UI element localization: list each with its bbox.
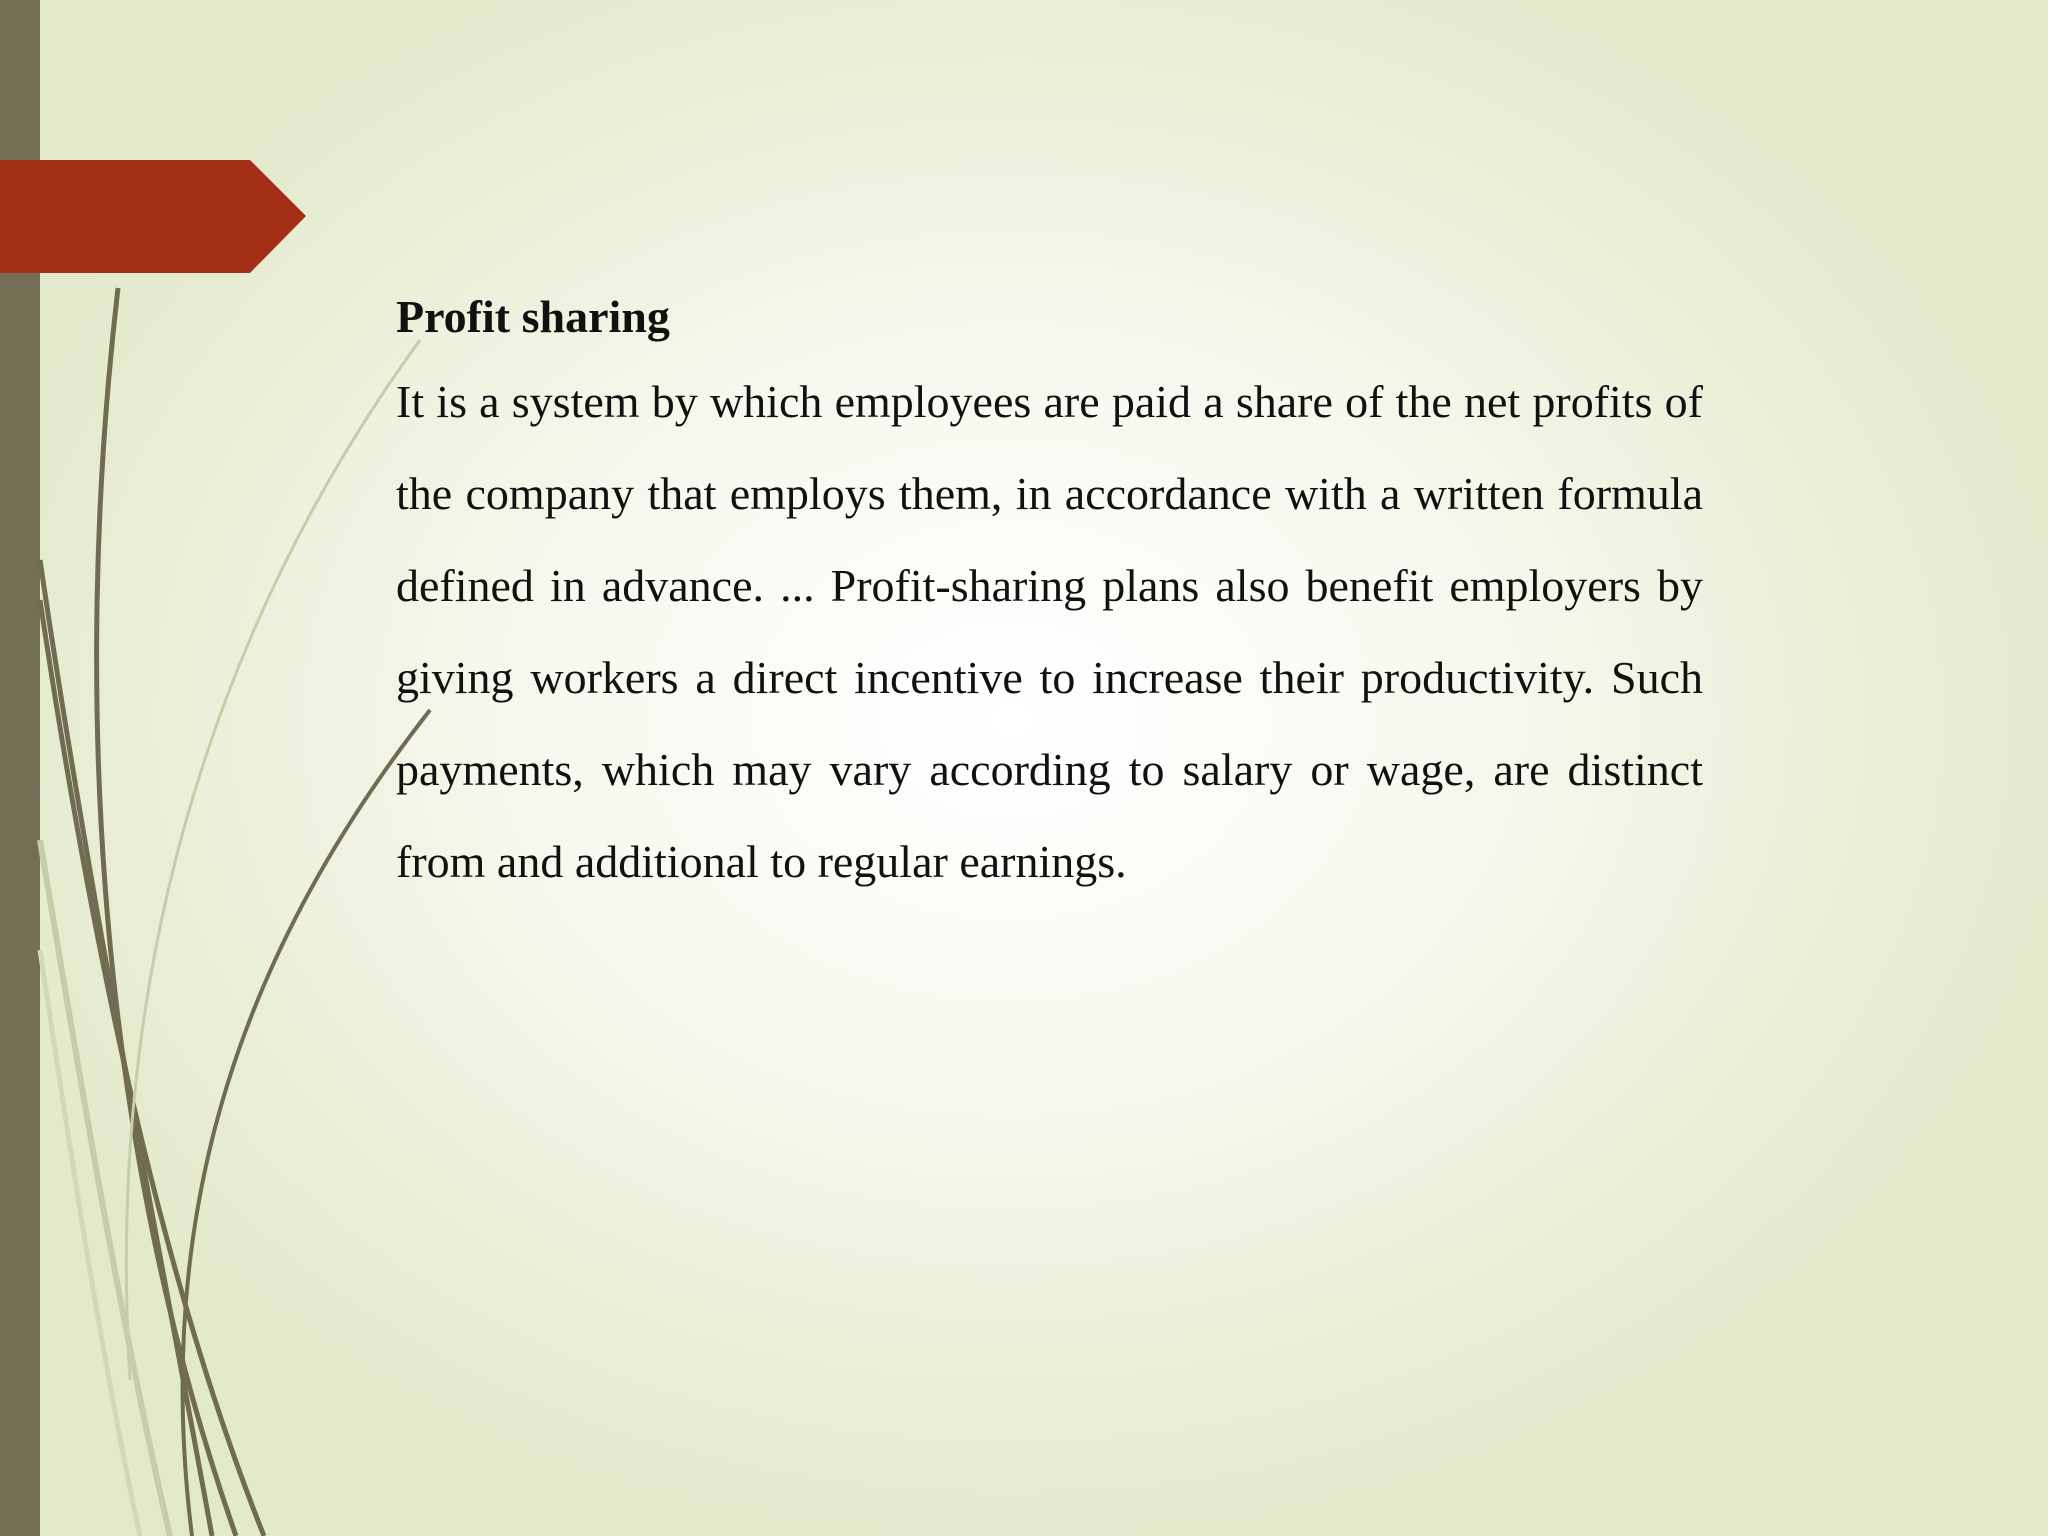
slide-heading: Profit sharing xyxy=(396,291,670,342)
slide-body-text: It is a system by which employees are paid a share of the net profits of the company that employs them, in accordance with a written formula defined in advance. ... Profit-sharing plans also benefit employers by giving workers a direct incentive to increase their productivity. Such payments, which may vary according to salary or wage, are distinct from and additional to regular earnings. xyxy=(396,376,1703,887)
accent-tab-arrow xyxy=(0,160,306,273)
slide-content xyxy=(396,282,1703,908)
